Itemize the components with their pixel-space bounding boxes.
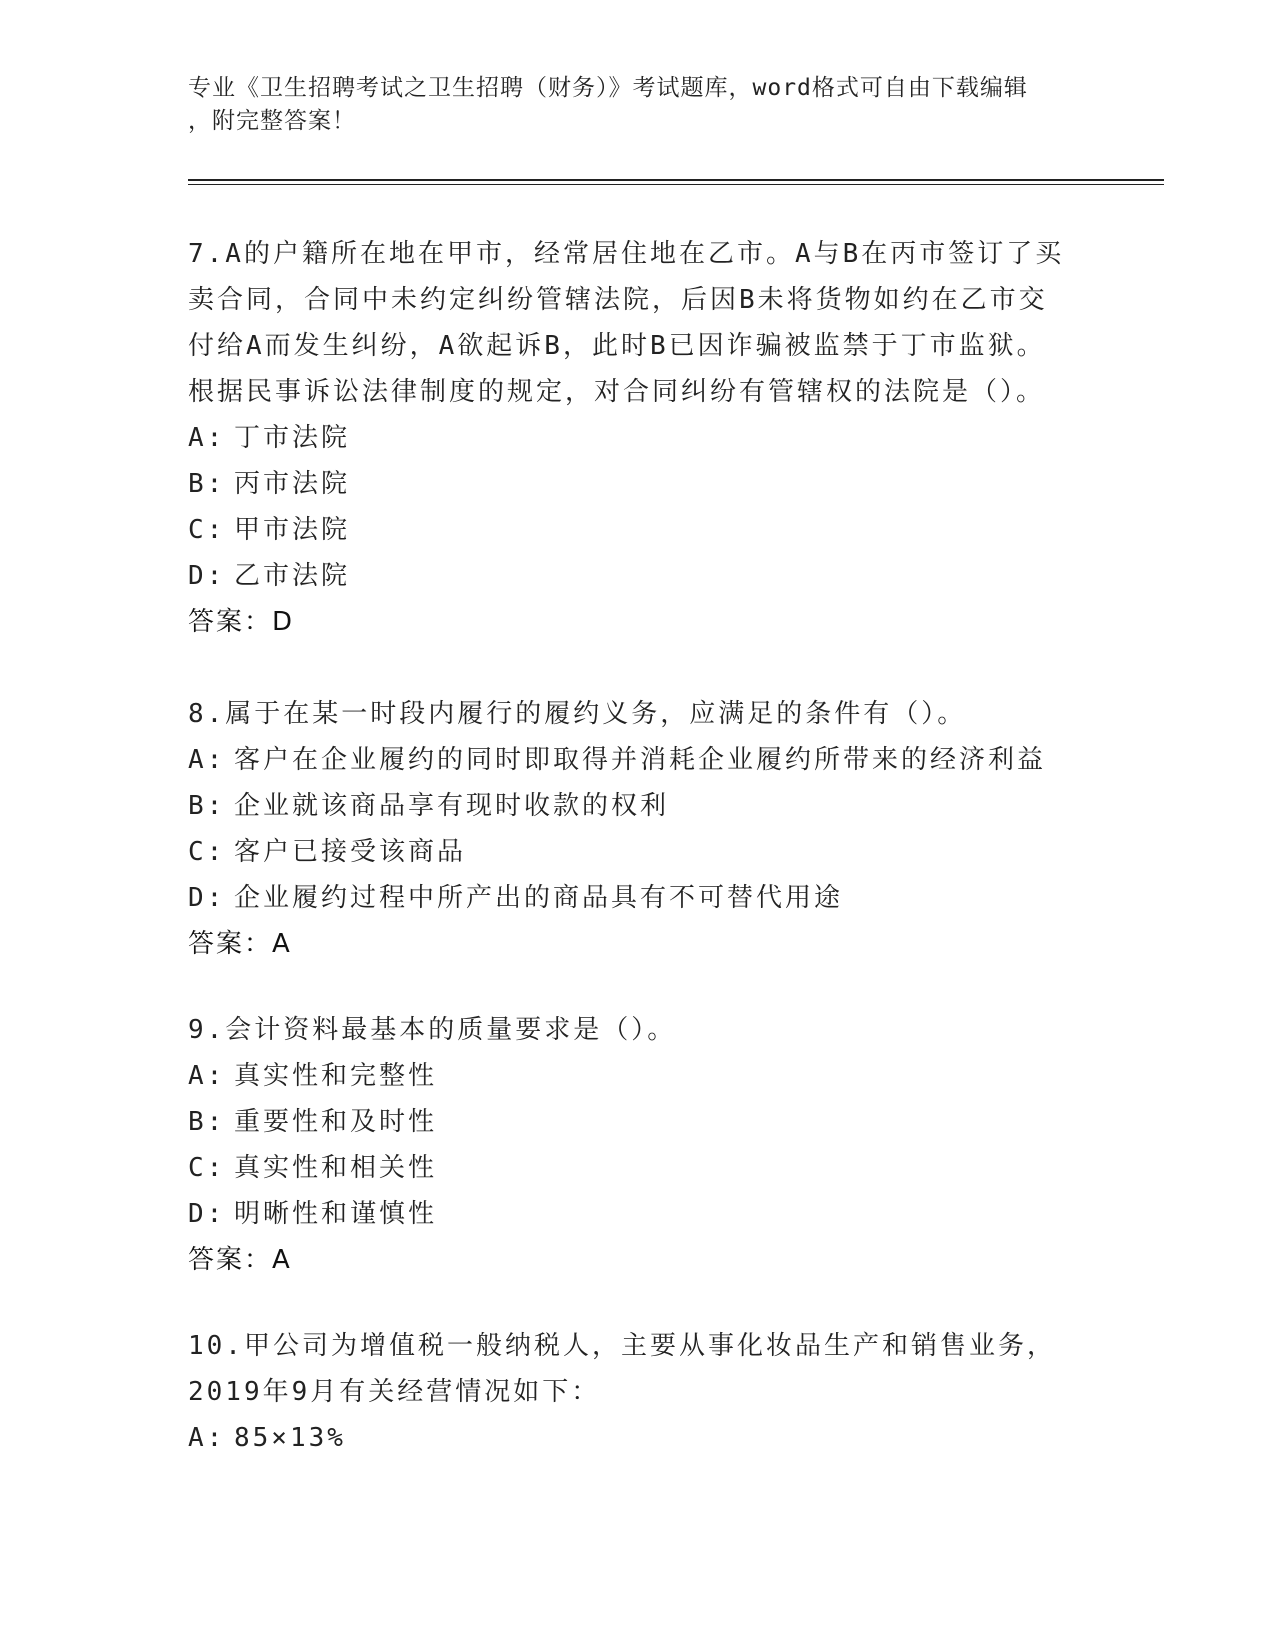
option-key: B: [188, 469, 226, 499]
question-10 [188, 1323, 1088, 1461]
question-stem-line: 9.会计资料最基本的质量要求是（）。 [188, 1015, 677, 1045]
option-d [188, 1191, 1088, 1237]
question-7 [188, 231, 1088, 645]
option-text: 丙市法院 [234, 469, 351, 499]
option-a [188, 1053, 1088, 1099]
option-text: 企业履约过程中所产出的商品具有不可替代用途 [234, 883, 844, 913]
option-text: 85×13% [234, 1423, 346, 1453]
answer-line: 答案：A [188, 1245, 292, 1275]
option-c [188, 1145, 1088, 1191]
option-key: A: [188, 1061, 226, 1091]
option-text: 丁市法院 [234, 423, 351, 453]
option-key: A: [188, 1423, 226, 1453]
option-text: 客户在企业履约的同时即取得并消耗企业履约所带来的经济利益 [234, 745, 1047, 775]
header-divider-thin [188, 184, 1164, 185]
question-stem-line: 卖合同，合同中未约定纠纷管辖法院，后因B未将货物如约在乙市交 [188, 285, 1048, 315]
option-b [188, 783, 1088, 829]
option-a [188, 1415, 1088, 1461]
header-line-1: 专业《卫生招聘考试之卫生招聘（财务）》考试题库，word格式可自由下载编辑 [188, 75, 1028, 101]
document-header [188, 72, 1088, 138]
option-key: A: [188, 745, 226, 775]
option-key: B: [188, 791, 226, 821]
option-key: D: [188, 1199, 226, 1229]
question-stem-line: 付给A而发生纠纷，A欲起诉B，此时B已因诈骗被监禁于丁市监狱。 [188, 331, 1046, 361]
answer-line: 答案：A [188, 929, 292, 959]
option-key: C: [188, 515, 226, 545]
question-stem-line: 2019年9月有关经营情况如下： [188, 1377, 601, 1407]
option-a [188, 415, 1088, 461]
question-8 [188, 691, 1088, 967]
question-stem-line: 10.甲公司为增值税一般纳税人，主要从事化妆品生产和销售业务， [188, 1331, 1056, 1361]
option-c [188, 829, 1088, 875]
option-key: A: [188, 423, 226, 453]
option-text: 明晰性和谨慎性 [234, 1199, 438, 1229]
option-a [188, 737, 1088, 783]
option-text: 企业就该商品享有现时收款的权利 [234, 791, 670, 821]
option-key: D: [188, 883, 226, 913]
header-divider-thick [188, 179, 1164, 181]
option-text: 真实性和相关性 [234, 1153, 438, 1183]
option-key: B: [188, 1107, 226, 1137]
question-stem-line: 8.属于在某一时段内履行的履约义务，应满足的条件有（）。 [188, 699, 967, 729]
question-9 [188, 1007, 1088, 1283]
option-key: C: [188, 837, 226, 867]
option-text: 真实性和完整性 [234, 1061, 438, 1091]
option-key: D: [188, 561, 226, 591]
question-stem-line: 根据民事诉讼法律制度的规定，对合同纠纷有管辖权的法院是（）。 [188, 377, 1046, 407]
option-text: 乙市法院 [234, 561, 351, 591]
answer-line: 答案：D [188, 607, 295, 637]
option-b [188, 461, 1088, 507]
header-line-2: ，附完整答案！ [188, 108, 356, 134]
option-c [188, 507, 1088, 553]
question-stem-line: 7.A的户籍所在地在甲市，经常居住地在乙市。A与B在丙市签订了买 [188, 239, 1065, 269]
option-d [188, 553, 1088, 599]
option-text: 甲市法院 [234, 515, 351, 545]
option-key: C: [188, 1153, 226, 1183]
option-text: 客户已接受该商品 [234, 837, 467, 867]
option-d [188, 875, 1088, 921]
option-b [188, 1099, 1088, 1145]
option-text: 重要性和及时性 [234, 1107, 438, 1137]
